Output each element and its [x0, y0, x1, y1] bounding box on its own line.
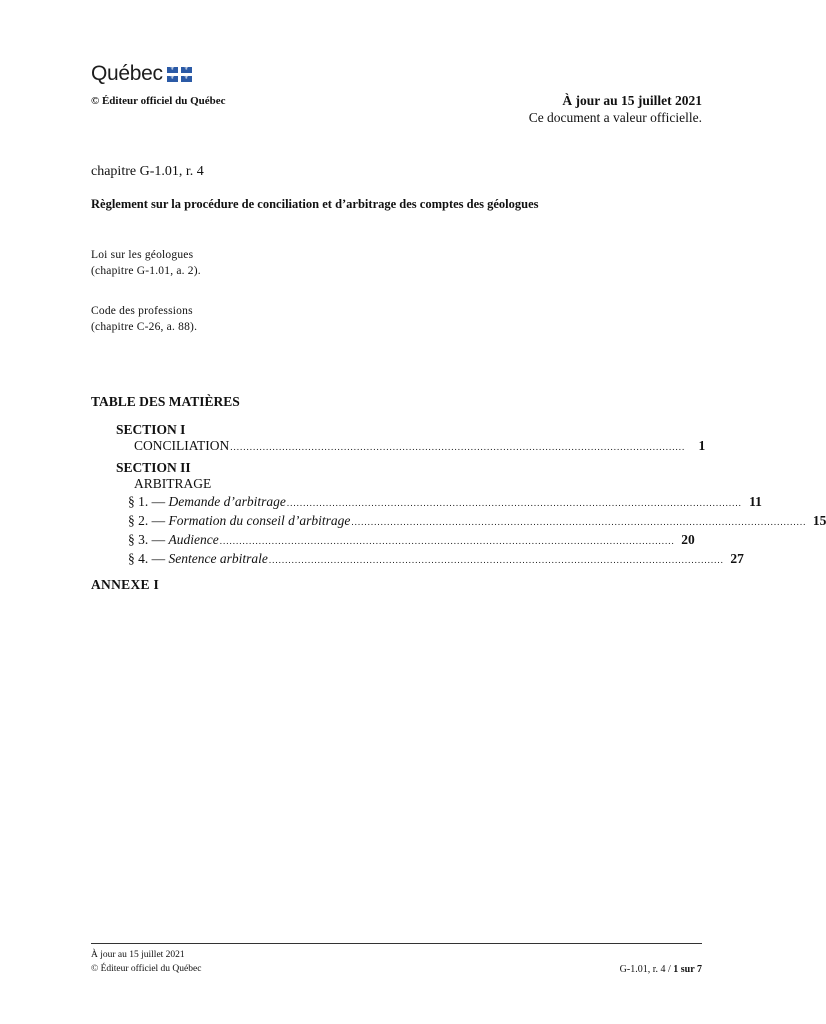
toc-entry-label: § 1. — Demande d’arbitrage — [128, 494, 286, 509]
toc-page-number: 20 — [681, 532, 695, 547]
toc-entry-label: § 2. — Formation du conseil d’arbitrage — [128, 513, 351, 528]
toc-annexe[interactable]: ANNEXE I — [91, 577, 160, 592]
footer-ref: G-1.01, r. 4 / — [619, 964, 674, 975]
official-status: Ce document a valeur officielle. — [528, 110, 702, 125]
toc-title: TABLE DES MATIÈRES — [91, 394, 240, 409]
footer-page: 1 sur 7 — [673, 964, 702, 975]
toc-page-number: 15 — [812, 513, 826, 528]
toc-leader: ............................................................................................................................................ — [219, 536, 675, 546]
quebec-logo — [91, 62, 192, 86]
table-of-contents — [116, 422, 826, 570]
enabling-law-1 — [91, 249, 201, 277]
law-ref: (chapitre G-1.01, a. 2). — [91, 265, 201, 277]
toc-section-label: ARBITRAGE — [134, 476, 212, 491]
toc-leader: ............................................................................................................................................ — [230, 442, 686, 452]
toc-page-number: 1 — [698, 438, 706, 453]
update-date: À jour au 15 juillet 2021 — [562, 93, 702, 108]
quebec-flag-icon: ⚜ ⚜ ⚜ ⚜ — [167, 67, 192, 82]
toc-section-heading: SECTION II — [116, 460, 191, 475]
enabling-law-2 — [91, 305, 197, 333]
toc-page-number: 27 — [730, 551, 744, 566]
toc-entry-label: CONCILIATION — [134, 438, 230, 453]
chapter-reference: chapitre G-1.01, r. 4 — [91, 164, 204, 179]
publisher-notice: © Éditeur officiel du Québec — [91, 95, 226, 107]
logo-wordmark: Québec — [91, 62, 163, 85]
footer-publisher: © Éditeur officiel du Québec — [91, 964, 202, 974]
law-name: Loi sur les géologues — [91, 249, 194, 261]
toc-section-heading: SECTION I — [116, 422, 186, 437]
footer-date: À jour au 15 juillet 2021 — [91, 950, 185, 960]
toc-entry-label: § 4. — Sentence arbitrale — [128, 551, 268, 566]
toc-entry-sub[interactable] — [116, 494, 762, 513]
toc-leader: ............................................................................................................................................ — [268, 555, 724, 565]
toc-entry-sub[interactable] — [116, 551, 744, 570]
footer-page-indicator — [620, 964, 702, 975]
toc-entry-sub[interactable] — [116, 532, 695, 551]
toc-leader: ............................................................................................................................................ — [286, 498, 742, 508]
law-name: Code des professions — [91, 305, 193, 317]
update-status — [529, 93, 702, 126]
regulation-title: Règlement sur la procédure de conciliation et d’arbitrage des comptes des géologues — [91, 197, 539, 211]
footer-notice — [91, 948, 201, 976]
footer-divider — [91, 943, 702, 944]
toc-entry-sub[interactable] — [116, 513, 826, 532]
toc-page-number: 11 — [749, 494, 762, 509]
toc-entry-label: § 3. — Audience — [128, 532, 219, 547]
law-ref: (chapitre C-26, a. 88). — [91, 321, 198, 333]
toc-entry-conciliation[interactable] — [116, 438, 706, 457]
toc-leader: ............................................................................................................................................ — [351, 517, 807, 527]
